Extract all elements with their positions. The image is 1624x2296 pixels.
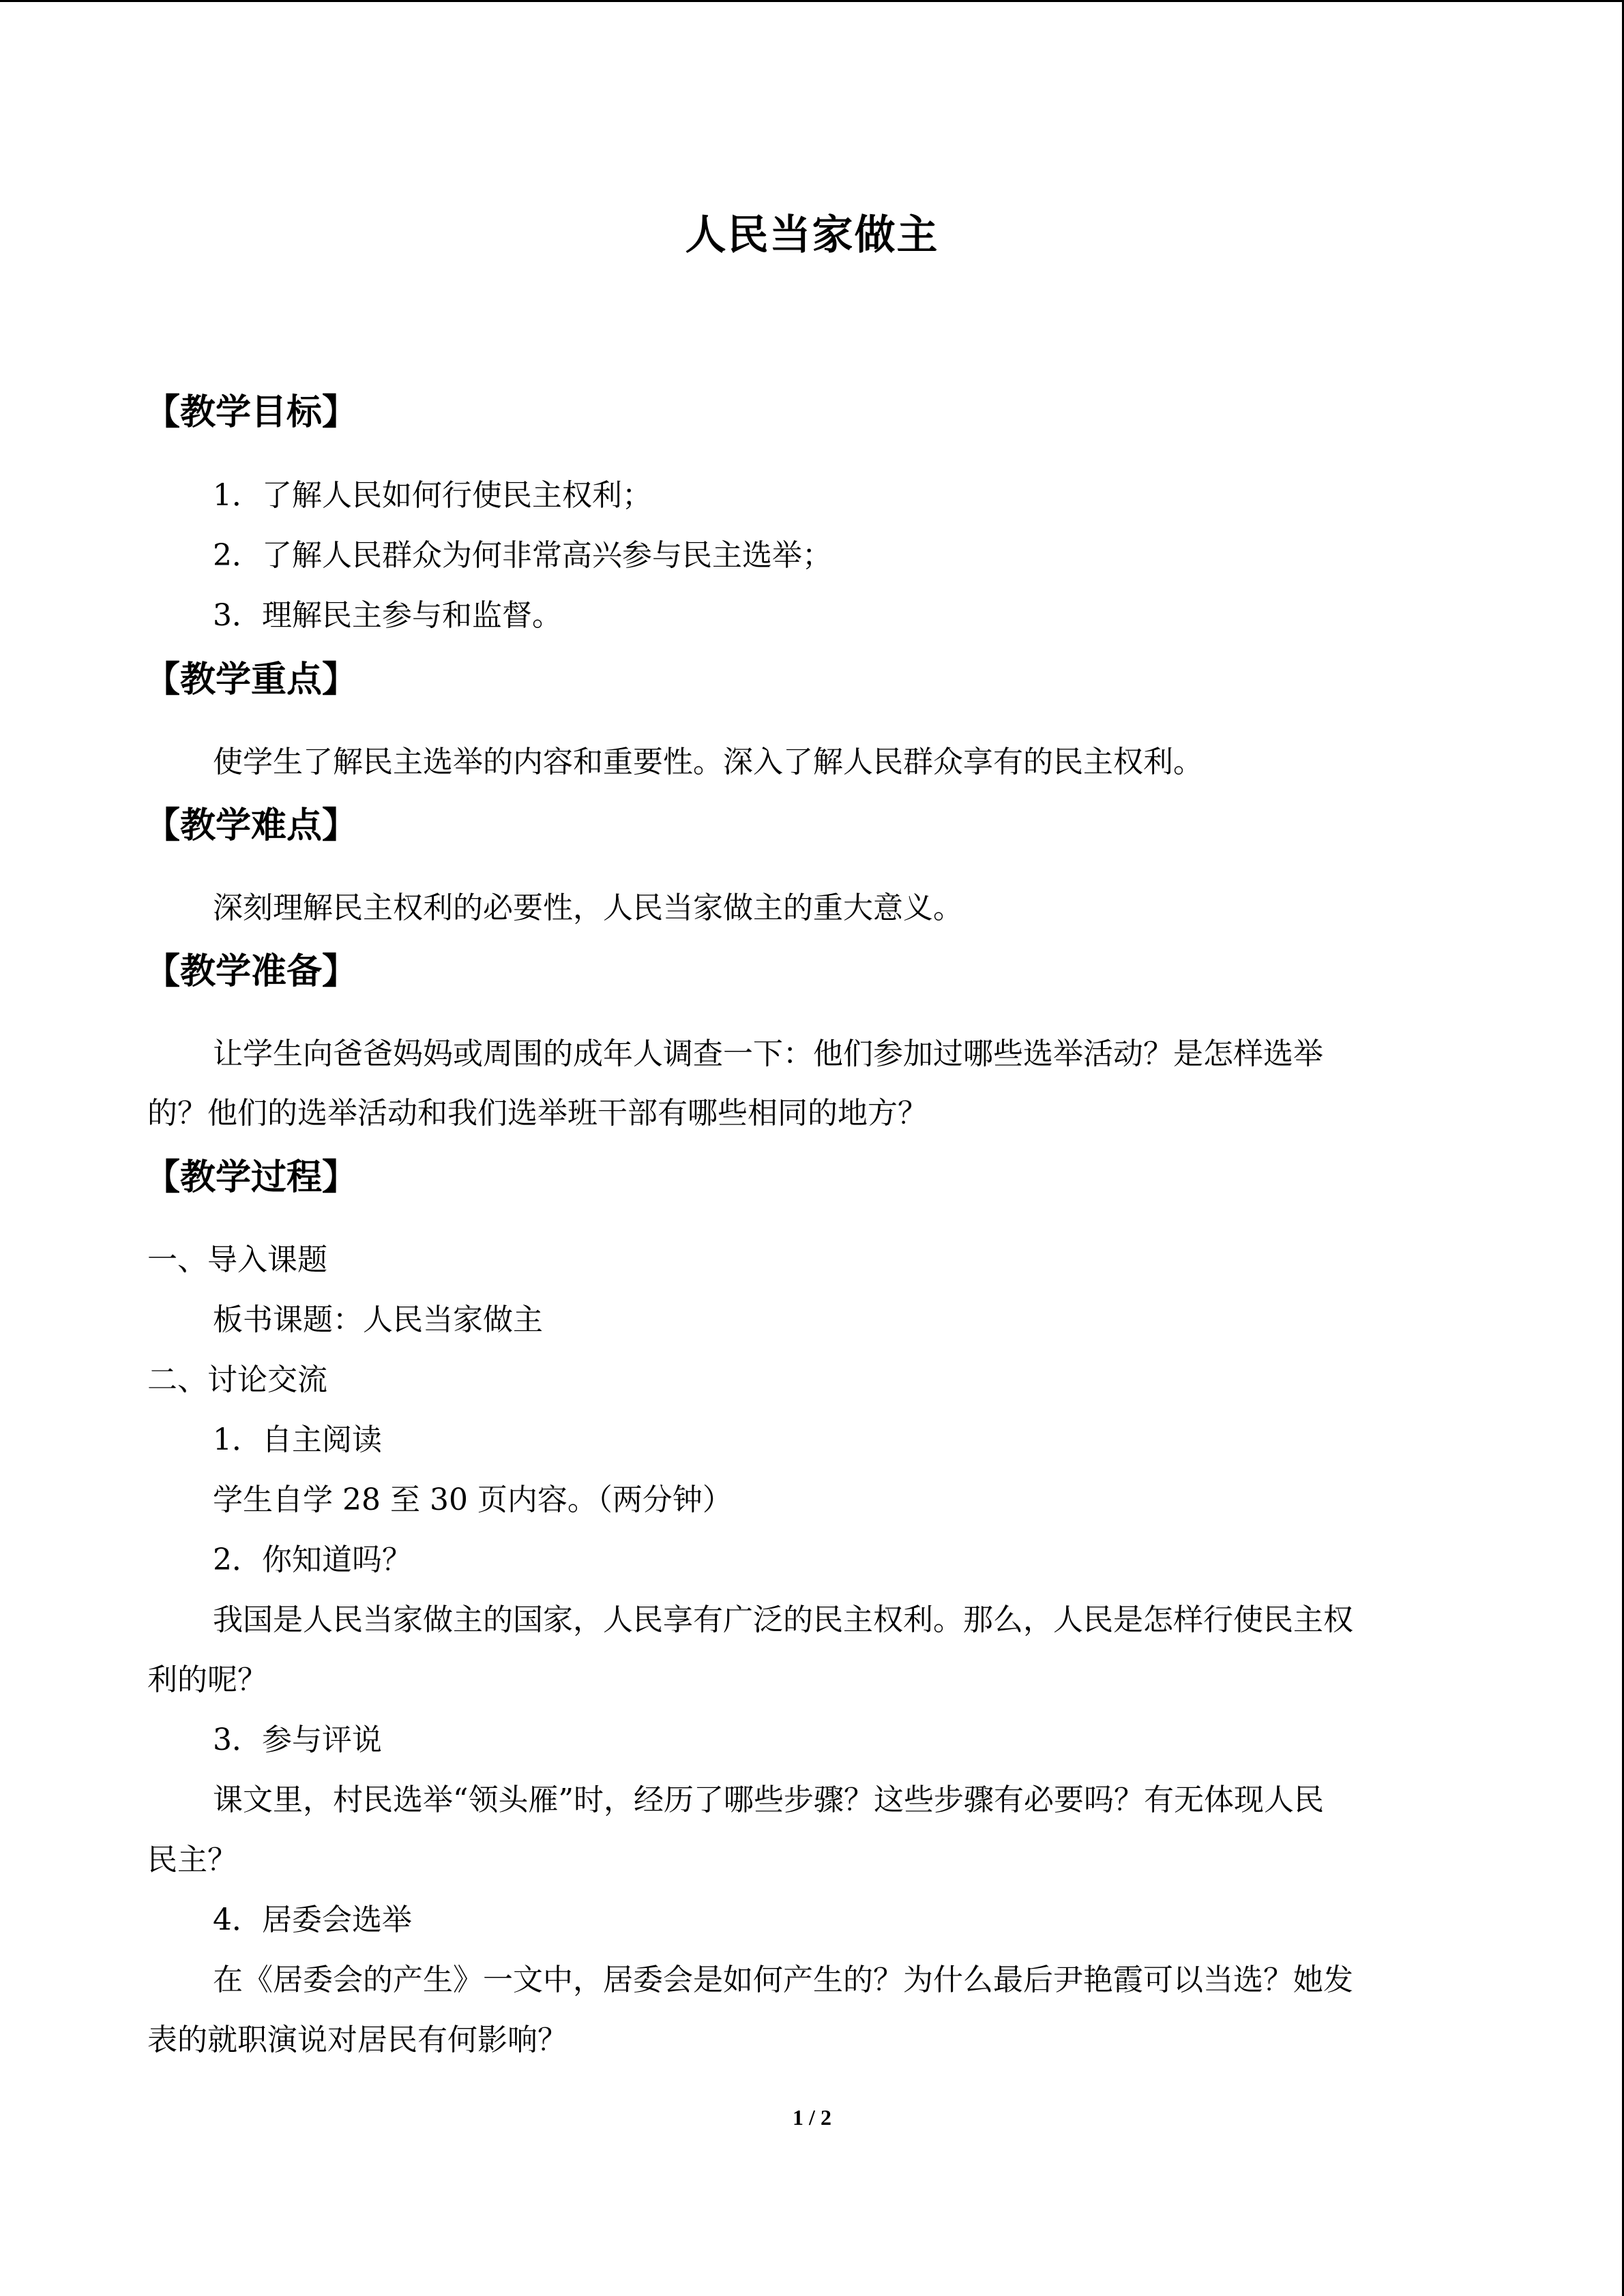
step4-text-line: 在《居委会的产生》一文中，居委会是如何产生的？为什么最后尹艳霞可以当选？她发 [213, 1963, 1353, 1997]
preparation-text-line: 的？他们的选举活动和我们选举班干部有哪些相同的地方？ [147, 1096, 928, 1131]
step2-title: 2．你知道吗？ [213, 1542, 412, 1577]
objective-item: 1．了解人民如何行使民主权利； [213, 478, 652, 513]
objective-item: 2．了解人民群众为何非常高兴参与民主选举； [213, 538, 832, 573]
step3-text-line: 民主？ [147, 1843, 237, 1877]
process-heading: 【教学过程】 [145, 1157, 358, 1198]
preparation-text-line: 让学生向爸爸妈妈或周围的成年人调查一下：他们参加过哪些选举活动？是怎样选举 [213, 1037, 1323, 1071]
difficulties-text: 深刻理解民主权利的必要性，人民当家做主的重大意义。 [213, 891, 963, 925]
step1-text: 学生自学 28 至 30 页内容。（两分钟） [213, 1482, 733, 1517]
page-number: 1 / 2 [793, 2105, 831, 2130]
step2-text-line: 利的呢？ [147, 1663, 267, 1697]
key-points-text: 使学生了解民主选举的内容和重要性。深入了解人民群众享有的民主权利。 [213, 745, 1203, 779]
step3-title: 3．参与评说 [213, 1723, 382, 1757]
objectives-heading: 【教学目标】 [145, 392, 358, 433]
process-part1-text: 板书课题：人民当家做主 [213, 1302, 543, 1337]
step4-title: 4．居委会选举 [213, 1903, 412, 1937]
process-part1-title: 一、导入课题 [147, 1242, 327, 1277]
difficulties-heading: 【教学难点】 [145, 805, 358, 846]
step2-text-line: 我国是人民当家做主的国家，人民享有广泛的民主权利。那么，人民是怎样行使民主权 [213, 1602, 1353, 1637]
step3-text-line: 课文里，村民选举“领头雁”时，经历了哪些步骤？这些步骤有必要吗？有无体现人民 [213, 1783, 1324, 1817]
objective-item: 3．理解民主参与和监督。 [213, 598, 562, 633]
key-points-heading: 【教学重点】 [145, 659, 358, 700]
preparation-heading: 【教学准备】 [145, 951, 358, 992]
step1-title: 1．自主阅读 [213, 1422, 382, 1457]
page-top-border [0, 0, 1624, 2]
step4-text-line: 表的就职演说对居民有何影响？ [147, 2023, 567, 2057]
process-part2-title: 二、讨论交流 [147, 1362, 327, 1397]
document-title: 人民当家做主 [685, 211, 939, 259]
